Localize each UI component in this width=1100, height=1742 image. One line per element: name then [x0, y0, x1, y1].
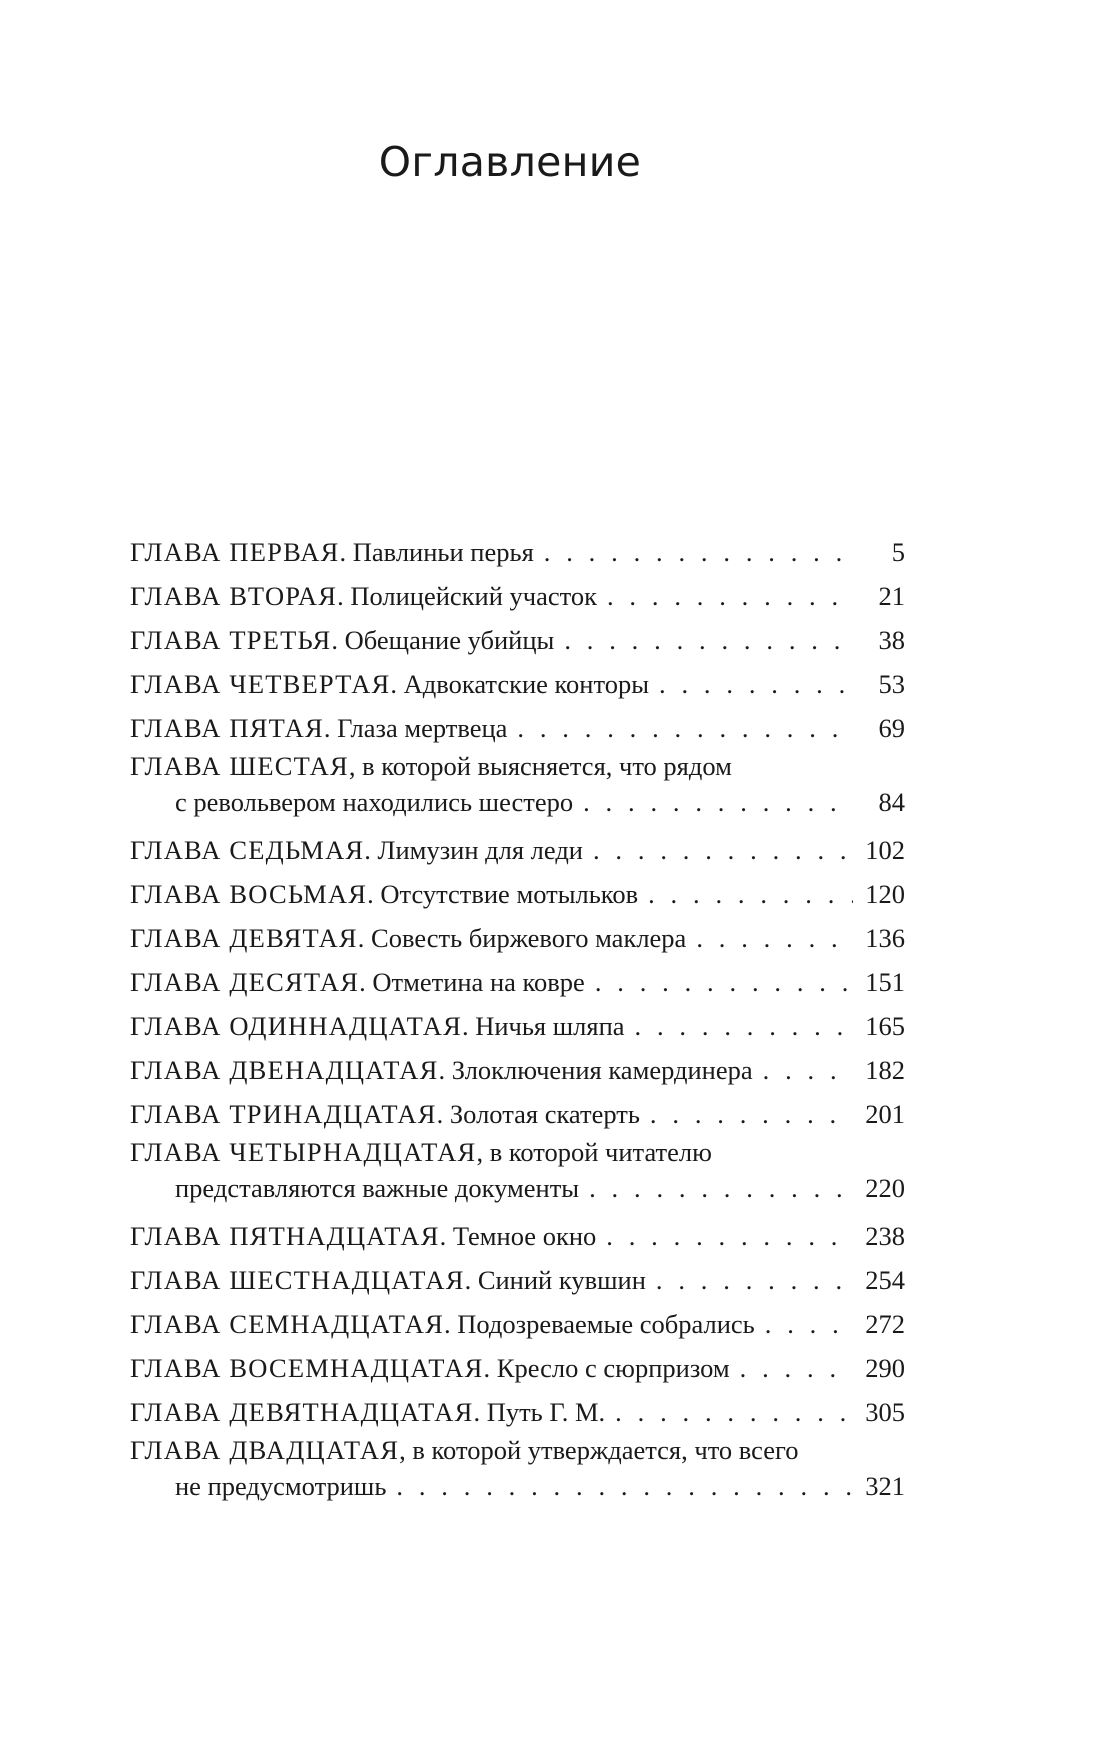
toc-entry: [130, 1092, 905, 1136]
toc-line: [130, 618, 905, 662]
chapter-title: в которой выясняется, что рядом: [362, 751, 732, 781]
page-number: 102: [865, 835, 905, 865]
chapter-title: Путь Г. М.: [486, 1397, 606, 1427]
chapter-title: Павлиньи перья: [352, 537, 534, 567]
toc-entry: [130, 662, 905, 706]
chapter-separator: .: [359, 967, 373, 997]
chapter-title-continuation: с револьвером находились шестеро: [175, 787, 574, 817]
chapter-number: ГЛАВА ДВАДЦАТАЯ: [130, 1435, 400, 1465]
toc-line: [130, 872, 905, 916]
toc-entry: [130, 706, 905, 750]
chapter-number: ГЛАВА ДЕСЯТАЯ: [130, 967, 360, 997]
chapter-separator: .: [483, 1353, 497, 1383]
dot-leader: [595, 960, 853, 1004]
chapter-number: ГЛАВА ДВЕНАДЦАТАЯ: [130, 1055, 439, 1085]
chapter-title: Ничья шляпа: [475, 1011, 625, 1041]
dot-leader: [517, 706, 853, 750]
chapter-separator: .: [436, 1099, 450, 1129]
chapter-title: Подозреваемые собрались: [457, 1309, 755, 1339]
toc-line: [130, 960, 905, 1004]
dot-leader: [650, 1092, 853, 1136]
chapter-title: в которой читателю: [489, 1137, 712, 1167]
toc-line: [130, 828, 905, 872]
chapter-separator: .: [438, 1055, 452, 1085]
toc-label: [130, 1092, 640, 1136]
chapter-title-continuation: не предусмотришь: [175, 1471, 387, 1501]
toc-label: [130, 662, 649, 706]
chapter-title-continuation: представляются важные документы: [175, 1173, 580, 1203]
toc-entry: [130, 574, 905, 618]
toc-entry: [130, 1214, 905, 1258]
dot-leader: [696, 916, 853, 960]
toc-line: [130, 530, 905, 574]
page-number: 272: [865, 1309, 905, 1339]
page-title: Оглавление: [378, 138, 642, 186]
chapter-title: Совесть биржевого маклера: [371, 923, 687, 953]
dot-leader: [544, 530, 853, 574]
toc-label: [130, 1390, 605, 1434]
toc-line: [130, 916, 905, 960]
chapter-separator: .: [464, 1265, 478, 1295]
page-number: 136: [865, 923, 905, 953]
dot-leader: [615, 1390, 853, 1434]
toc-line: [130, 662, 905, 706]
chapter-number: ГЛАВА ШЕСТАЯ: [130, 751, 349, 781]
chapter-separator: .: [439, 1221, 453, 1251]
toc-line: [130, 1136, 905, 1168]
chapter-separator: .: [339, 537, 353, 567]
chapter-title: Глаза мертвеца: [337, 713, 508, 743]
chapter-number: ГЛАВА ВОСЕМНАДЦАТАЯ: [130, 1353, 484, 1383]
toc-entry: [130, 828, 905, 872]
page-number: 305: [865, 1397, 905, 1427]
dot-leader: [740, 1346, 853, 1390]
toc-line: [130, 706, 905, 750]
toc-entry: [130, 960, 905, 1004]
page-number: 38: [878, 625, 905, 655]
toc-line: [130, 1390, 905, 1434]
table-of-contents: [130, 530, 905, 1512]
chapter-number: ГЛАВА ЧЕТВЕРТАЯ: [130, 669, 391, 699]
chapter-number: ГЛАВА ДЕВЯТАЯ: [130, 923, 358, 953]
toc-entry: [130, 618, 905, 662]
toc-entry: [130, 1048, 905, 1092]
dot-leader: [635, 1004, 853, 1048]
dot-leader: [656, 1258, 853, 1302]
toc-line: [130, 1302, 905, 1346]
toc-entry: [130, 1346, 905, 1390]
chapter-separator: .: [364, 835, 378, 865]
chapter-separator: ,: [399, 1435, 413, 1465]
chapter-separator: .: [461, 1011, 476, 1041]
chapter-separator: .: [367, 879, 381, 909]
dot-leader: [396, 1466, 853, 1506]
toc-label: [130, 574, 597, 618]
chapter-title: Обещание убийцы: [344, 625, 555, 655]
chapter-number: ГЛАВА ЧЕТЫРНАДЦАТАЯ: [130, 1137, 477, 1167]
toc-entry: [130, 1136, 905, 1214]
toc-label: [130, 960, 585, 1004]
page-number: 151: [865, 967, 905, 997]
toc-label: [130, 618, 554, 662]
chapter-number: ГЛАВА ПЯТАЯ: [130, 713, 324, 743]
toc-entry: [130, 916, 905, 960]
chapter-number: ГЛАВА ПЕРВАЯ: [130, 537, 340, 567]
toc-label: [130, 1258, 646, 1302]
page-number: 53: [878, 669, 905, 699]
toc-entry: [130, 1390, 905, 1434]
chapter-number: ГЛАВА ТРЕТЬЯ: [130, 625, 332, 655]
toc-label: [130, 1214, 596, 1258]
chapter-number: ГЛАВА ШЕСТНАДЦАТАЯ: [130, 1265, 465, 1295]
chapter-title: Злоключения камердинера: [451, 1055, 753, 1085]
chapter-title: Полицейский участок: [350, 581, 597, 611]
toc-line: [130, 1048, 905, 1092]
chapter-separator: .: [323, 713, 338, 743]
chapter-title: Лимузин для леди: [377, 835, 583, 865]
chapter-number: ГЛАВА ОДИННАДЦАТАЯ: [130, 1011, 462, 1041]
toc-label: [130, 1048, 753, 1092]
page-number: 69: [878, 713, 905, 743]
chapter-title: Синий кувшин: [477, 1265, 646, 1295]
toc-line-continuation: [130, 782, 905, 828]
dot-leader: [606, 1214, 853, 1258]
page-number: 254: [865, 1265, 905, 1295]
toc-entry: [130, 1258, 905, 1302]
chapter-title: Отметина на ковре: [372, 967, 585, 997]
page-number: 220: [865, 1173, 905, 1203]
page-number: 5: [891, 537, 905, 567]
chapter-separator: .: [357, 923, 372, 953]
dot-leader: [763, 1048, 853, 1092]
toc-entry: [130, 1004, 905, 1048]
chapter-separator: .: [337, 581, 351, 611]
toc-line: [130, 1258, 905, 1302]
dot-leader: [607, 574, 853, 618]
page-number: 120: [865, 879, 905, 909]
toc-label: [130, 1136, 712, 1168]
page-number: 238: [865, 1221, 905, 1251]
chapter-number: ГЛАВА СЕДЬМАЯ: [130, 835, 365, 865]
toc-entry: [130, 872, 905, 916]
chapter-separator: .: [390, 669, 404, 699]
page-number: 84: [878, 787, 905, 817]
toc-line: [130, 1214, 905, 1258]
toc-label: [130, 916, 686, 960]
chapter-number: ГЛАВА СЕМНАДЦАТАЯ: [130, 1309, 445, 1339]
toc-entry: [130, 750, 905, 828]
chapter-number: ГЛАВА ВТОРАЯ: [130, 581, 338, 611]
chapter-title: Отсутствие мотыльков: [380, 879, 639, 909]
chapter-number: ГЛАВА ТРИНАДЦАТАЯ: [130, 1099, 437, 1129]
chapter-title: Адвокатские конторы: [403, 669, 650, 699]
dot-leader: [765, 1302, 853, 1346]
toc-line: [130, 1004, 905, 1048]
toc-label: [130, 1346, 730, 1390]
chapter-separator: .: [331, 625, 345, 655]
dot-leader: [589, 1168, 853, 1208]
toc-line: [130, 1346, 905, 1390]
toc-line: [130, 1434, 905, 1466]
toc-line-continuation: [130, 1168, 905, 1214]
toc-line: [130, 750, 905, 782]
dot-leader: [564, 618, 853, 662]
dot-leader: [583, 782, 853, 822]
page-number: 21: [878, 581, 905, 611]
chapter-number: ГЛАВА ДЕВЯТНАДЦАТАЯ: [130, 1397, 474, 1427]
chapter-title: Темное окно: [452, 1221, 597, 1251]
page-number: 321: [865, 1471, 905, 1501]
toc-label: [130, 530, 534, 574]
toc-line-continuation: [130, 1466, 905, 1512]
chapter-title: Золотая скатерть: [449, 1099, 640, 1129]
toc-label: [130, 1302, 755, 1346]
chapter-title: Кресло с сюрпризом: [496, 1353, 730, 1383]
chapter-number: ГЛАВА ПЯТНАДЦАТАЯ: [130, 1221, 440, 1251]
toc-line: [130, 1092, 905, 1136]
toc-line: [130, 574, 905, 618]
chapter-number: ГЛАВА ВОСЬМАЯ: [130, 879, 368, 909]
chapter-separator: ,: [476, 1137, 490, 1167]
chapter-separator: .: [473, 1397, 487, 1427]
dot-leader: [593, 828, 853, 872]
chapter-title: в которой утверждается, что всего: [412, 1435, 799, 1465]
dot-leader: [659, 662, 853, 706]
toc-entry: [130, 1434, 905, 1512]
toc-entry: [130, 1302, 905, 1346]
page-number: 201: [865, 1099, 905, 1129]
toc-label: [130, 750, 732, 782]
page-number: 182: [865, 1055, 905, 1085]
toc-entry: [130, 530, 905, 574]
toc-label: [130, 872, 638, 916]
dot-leader: [648, 872, 853, 916]
chapter-separator: ,: [348, 751, 363, 781]
page-number: 290: [865, 1353, 905, 1383]
toc-label: [130, 828, 583, 872]
toc-label: [130, 1004, 625, 1048]
page-number: 165: [865, 1011, 905, 1041]
toc-label: [130, 1434, 798, 1466]
toc-label: [130, 706, 507, 750]
chapter-separator: .: [444, 1309, 458, 1339]
